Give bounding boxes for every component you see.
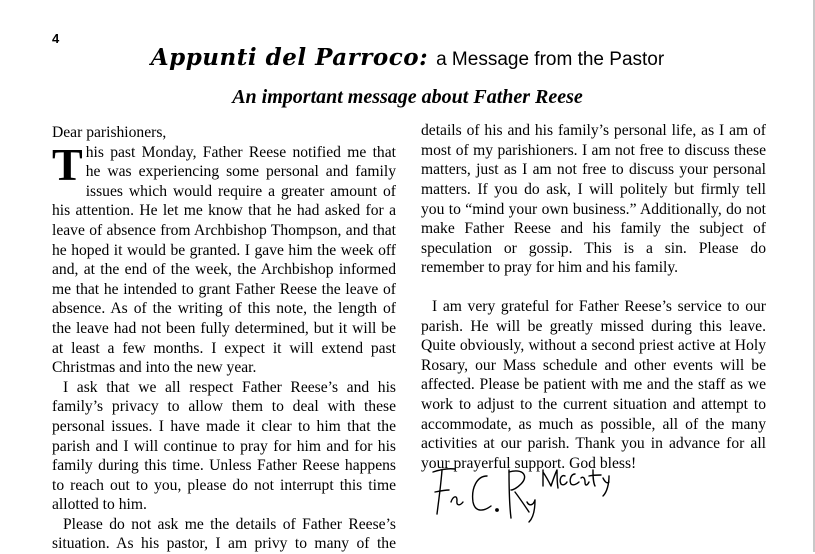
drop-cap: T <box>52 138 83 190</box>
salutation: Dear parishioners, <box>52 124 167 141</box>
article-paragraph-1 <box>52 138 396 378</box>
signature-image <box>425 462 615 524</box>
article-paragraph-3-start: Please do not ask me the details of Father Reese’s situation. As his pastor, I am privy to many of the <box>52 515 396 553</box>
masthead <box>0 44 815 71</box>
paragraph-1-text: his past Monday, Father Reese notified me that he was experiencing some personal and family issues which would require a greater amount of his attention. He let me know that he had asked for a leave of absence from Archbishop Thompson, and that he hoped it would be granted. I gave him the week off and, at the end of the week, the Archbishop informed me that he intended to grant Father Reese the leave of absence. As of the writing of this note, the length of the leave had not been fully determined, but it will be at least a few months. I expect it will extend past Christmas and into the new year. <box>52 143 396 377</box>
masthead-subtitle: a Message from the Pastor <box>436 49 665 70</box>
article-headline: An important message about Father Reese <box>232 86 583 108</box>
article-paragraph-2: I ask that we all respect Father Reese’s and his family’s privacy to allow them to deal with these personal issues. I have made it clear to him that the parish and I will continue to pray for him and for his family during this time. Unless Father Reese happens to reach out to you, please do not interrupt this time allotted to him. <box>52 378 396 514</box>
paragraph-3-overflow: details of his and his family’s personal life, as I am of most of my parishioners. I am not free to discuss these matters, just as I am not free to discuss your personal matters. If you do ask, I will politely but firmly tell you to “mind your own business.” Additionally, do not make Father Reese and his family the subject of speculation or gossip. This is a sin. Please do remember to pray for him and his family. <box>421 122 766 277</box>
article-paragraph-3-continued <box>421 121 766 297</box>
article-column-left <box>52 123 396 554</box>
masthead-script-title: Appunti del Parroco: <box>150 44 429 71</box>
article-column-right <box>421 121 766 473</box>
article-paragraph-4: I am very grateful for Father Reese’s service to our parish. He will be greatly missed during this leave. Quite obviously, without a second priest active at Holy Rosary, our Mass schedule and other events will be affected. Please be patient with me and the staff as we work to adjust to the current situation and attempt to accommodate, as much as possible, all of the many activities at our parish. Thank you in advance for all your prayerful support. God bless! <box>421 298 766 472</box>
page-number: 4 <box>52 31 60 46</box>
